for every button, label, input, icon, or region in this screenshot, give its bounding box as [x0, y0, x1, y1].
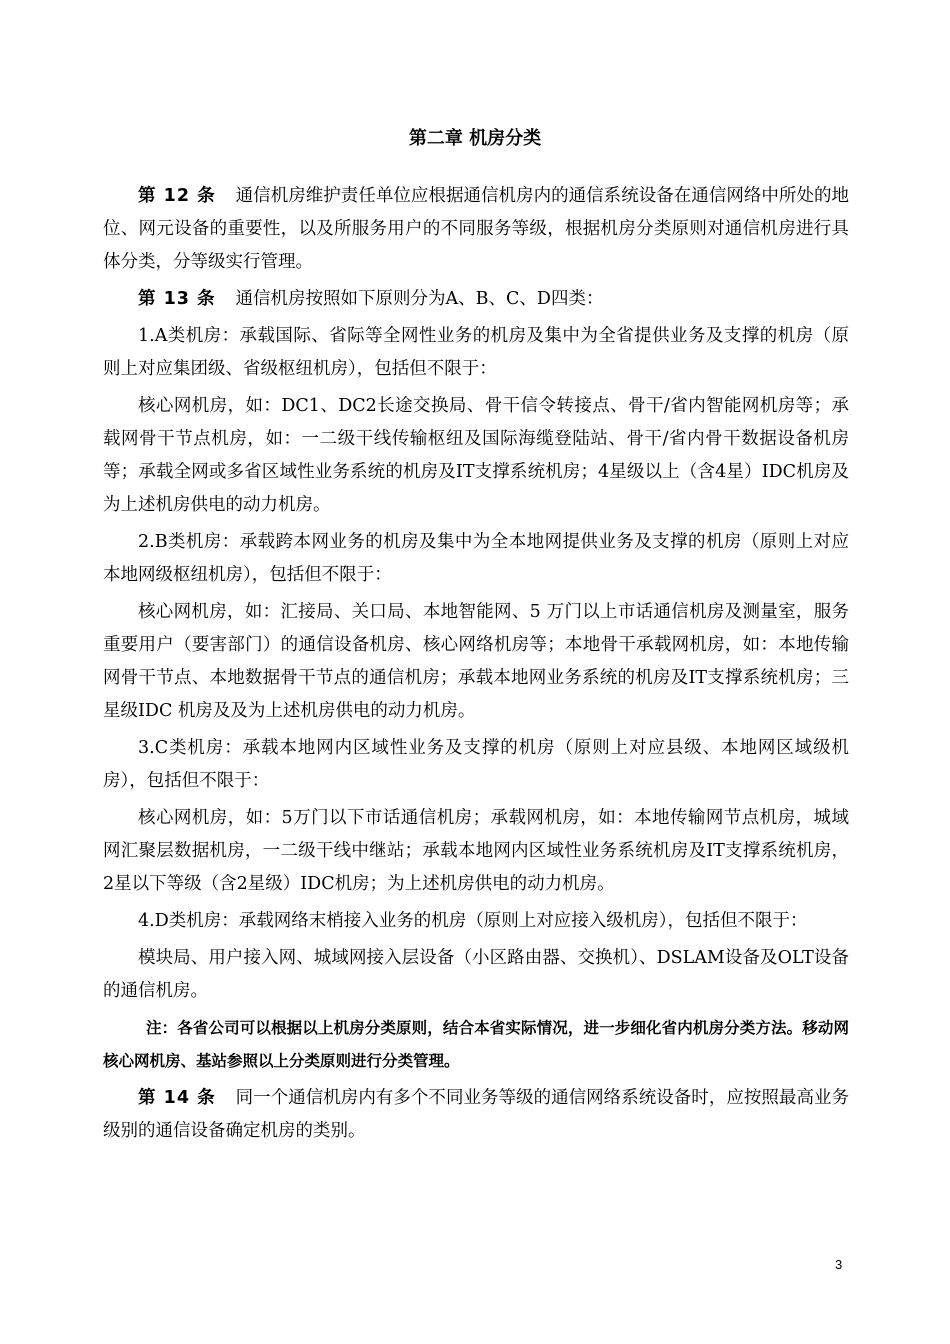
article-12 — [103, 180, 849, 279]
article-text: 通信机房维护责任单位应根据通信机房内的通信系统设备在通信网络中所处的地位、网元设备的重要性，以及所服务用户的不同服务等级，根据机房分类原则对通信机房进行具体分类，分等级实行管理。 — [103, 186, 849, 272]
article-text: 通信机房按照如下原则分为A、B、C、D四类： — [235, 289, 604, 309]
class-c-body: 核心网机房，如：5万门以下市话通信机房；承载网机房，如：本地传输网节点机房，城域网汇聚层数据机房，一二级干线中继站；承载本地网内区域性业务系统机房及IT支撑系统机房，2星以下等级（含2星级）IDC机房；为上述机房供电的动力机房。 — [103, 808, 849, 894]
article-label: 第 12 条 — [138, 186, 216, 206]
article-text: 同一个通信机房内有多个不同业务等级的通信网络系统设备时，应按照最高业务级别的通信设备确定机房的类别。 — [103, 1088, 849, 1141]
class-b-heading: 2.B类机房：承载跨本网业务的机房及集中为全本地网提供业务及支撑的机房（原则上对应本地网级枢纽机房），包括但不限于： — [103, 532, 849, 585]
chapter-title: 第二章 机房分类 — [408, 128, 542, 149]
class-c-heading: 3.C类机房：承载本地网内区域性业务及支撑的机房（原则上对应县级、本地网区域级机房），包括但不限于： — [103, 738, 849, 791]
class-d-heading: 4.D类机房：承载网络末梢接入业务的机房（原则上对应接入级机房），包括但不限于： — [138, 911, 808, 931]
article-label: 第 14 条 — [138, 1088, 216, 1108]
page-number: 3 — [835, 1257, 843, 1272]
article-label: 第 13 条 — [138, 289, 216, 309]
class-a-body: 核心网机房，如：DC1、DC2长途交换局、骨干信令转接点、骨干/省内智能网机房等；承载网骨干节点机房，如：一二级干线传输枢纽及国际海缆登陆站、骨干/省内骨干数据设备机房等；承载全网或多省区域性业务系统的机房及IT支撑系统机房；4星级以上（含4星）IDC机房及为上述机房供电的动力机房。 — [103, 396, 849, 515]
document-body — [103, 180, 849, 1152]
article-13 — [103, 283, 849, 316]
class-a-heading: 1.A类机房：承载国际、省际等全网性业务的机房及集中为全省提供业务及支撑的机房（原则上对应集团级、省级枢纽机房），包括但不限于： — [103, 326, 849, 379]
class-d-body: 模块局、用户接入网、城域网接入层设备（小区路由器、交换机）、DSLAM设备及OLT设备的通信机房。 — [103, 948, 849, 1001]
note-paragraph: 注：各省公司可以根据以上机房分类原则，结合本省实际情况，进一步细化省内机房分类方法。移动网核心网机房、基站参照以上分类原则进行分类管理。 — [103, 1019, 849, 1070]
class-b-body: 核心网机房，如：汇接局、关口局、本地智能网、5 万门以上市话通信机房及测量室，服务重要用户（要害部门）的通信设备机房、核心网络机房等；本地骨干承载网机房，如：本地传输网骨干节点、本地数据骨干节点的通信机房；承载本地网业务系统的机房及IT支撑系统机房；三星级IDC 机房及及为上述机房供电的动力机房。 — [103, 602, 849, 721]
article-14 — [103, 1082, 849, 1148]
